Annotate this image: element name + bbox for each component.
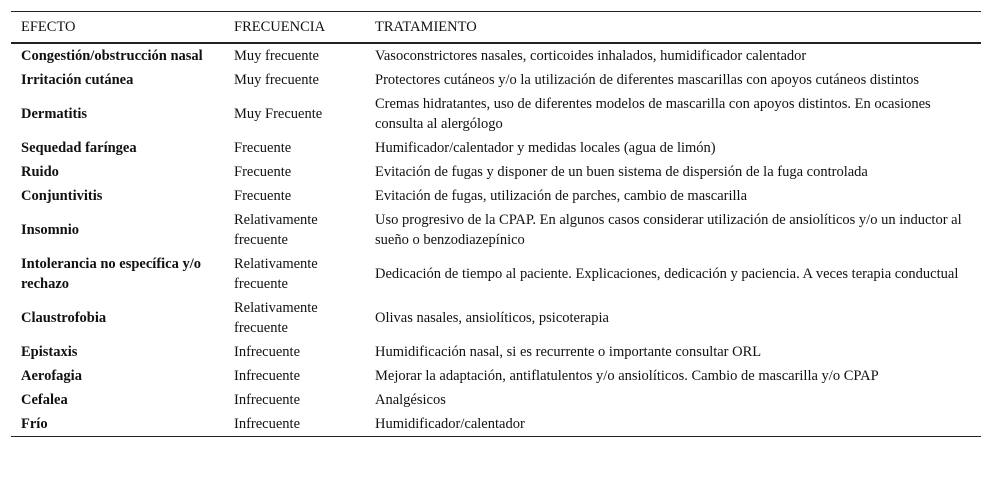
effect-cell: Claustrofobia xyxy=(21,310,107,326)
treatment-cell: Mejorar la adaptación, antiflatulentos y/o ansiolíticos. Cambio de mascarilla y/o CPAP xyxy=(375,368,879,384)
table-row xyxy=(11,92,981,136)
table-row xyxy=(11,184,981,208)
cpap-side-effects-table xyxy=(11,11,981,437)
effect-cell: Cefalea xyxy=(21,392,68,408)
frequency-cell: Frecuente xyxy=(234,188,292,204)
effect-cell: Dermatitis xyxy=(21,106,88,122)
effect-cell: Ruido xyxy=(21,164,59,180)
treatment-cell: Dedicación de tiempo al paciente. Explicaciones, dedicación y paciencia. A veces terapia conductual xyxy=(375,266,959,282)
treatment-cell: Uso progresivo de la CPAP. En algunos casos considerar utilización de ansiolíticos y/o un inductor al sueño o benzodiazepínico xyxy=(375,212,962,248)
treatment-cell: Olivas nasales, ansiolíticos, psicoterapia xyxy=(375,310,609,326)
effect-cell: Aerofagia xyxy=(21,368,82,384)
header-treatment: TRATAMIENTO xyxy=(365,12,981,44)
frequency-cell: Frecuente xyxy=(234,164,292,180)
table-row xyxy=(11,296,981,340)
effect-cell: Irritación cutánea xyxy=(21,72,134,88)
table-row xyxy=(11,340,981,364)
table-header-row xyxy=(11,12,981,44)
effect-cell: Conjuntivitis xyxy=(21,188,103,204)
table-row xyxy=(11,412,981,437)
effect-cell: Epistaxis xyxy=(21,344,78,360)
treatment-cell: Evitación de fugas y disponer de un buen sistema de dispersión de la fuga controlada xyxy=(375,164,868,180)
table-row xyxy=(11,160,981,184)
frequency-cell: Infrecuente xyxy=(234,392,301,408)
frequency-cell: Infrecuente xyxy=(234,344,301,360)
treatment-cell: Vasoconstrictores nasales, corticoides inhalados, humidificador calentador xyxy=(375,48,807,64)
frequency-cell: Relativamente frecuente xyxy=(234,212,318,248)
frequency-cell: Muy frecuente xyxy=(234,48,319,64)
header-effect: EFECTO xyxy=(11,12,224,44)
treatment-cell: Cremas hidratantes, uso de diferentes modelos de mascarilla con apoyos distintos. En ocasiones consulta al alergólogo xyxy=(375,96,931,132)
frequency-cell: Relativamente frecuente xyxy=(234,256,318,292)
table-row xyxy=(11,252,981,296)
treatment-cell: Humidificador/calentador xyxy=(365,412,981,437)
frequency-cell: Frecuente xyxy=(234,140,292,156)
treatment-cell: Humificador/calentador y medidas locales (agua de limón) xyxy=(375,140,716,156)
frequency-cell: Infrecuente xyxy=(234,368,301,384)
table-row xyxy=(11,388,981,412)
treatment-cell: Humidificación nasal, si es recurrente o importante consultar ORL xyxy=(375,344,762,360)
table-row xyxy=(11,136,981,160)
effect-cell: Frío xyxy=(11,412,224,437)
effect-cell: Insomnio xyxy=(21,222,80,238)
header-frequency: FRECUENCIA xyxy=(224,12,365,44)
table-row xyxy=(11,364,981,388)
treatment-cell: Evitación de fugas, utilización de parches, cambio de mascarilla xyxy=(375,188,748,204)
cpap-side-effects-table-container xyxy=(11,11,981,437)
effect-cell: Sequedad faríngea xyxy=(21,140,137,156)
frequency-cell: Infrecuente xyxy=(224,412,365,437)
table-row xyxy=(11,43,981,68)
frequency-cell: Muy frecuente xyxy=(234,72,319,88)
effect-cell: Intolerancia no específica y/o rechazo xyxy=(21,256,202,292)
table-row xyxy=(11,208,981,252)
table-row xyxy=(11,68,981,92)
frequency-cell: Muy Frecuente xyxy=(234,106,323,122)
treatment-cell: Analgésicos xyxy=(375,392,446,408)
effect-cell: Congestión/obstrucción nasal xyxy=(21,48,203,64)
frequency-cell: Relativamente frecuente xyxy=(234,300,318,336)
treatment-cell: Protectores cutáneos y/o la utilización de diferentes mascarillas con apoyos cutáneos distintos xyxy=(375,72,919,88)
